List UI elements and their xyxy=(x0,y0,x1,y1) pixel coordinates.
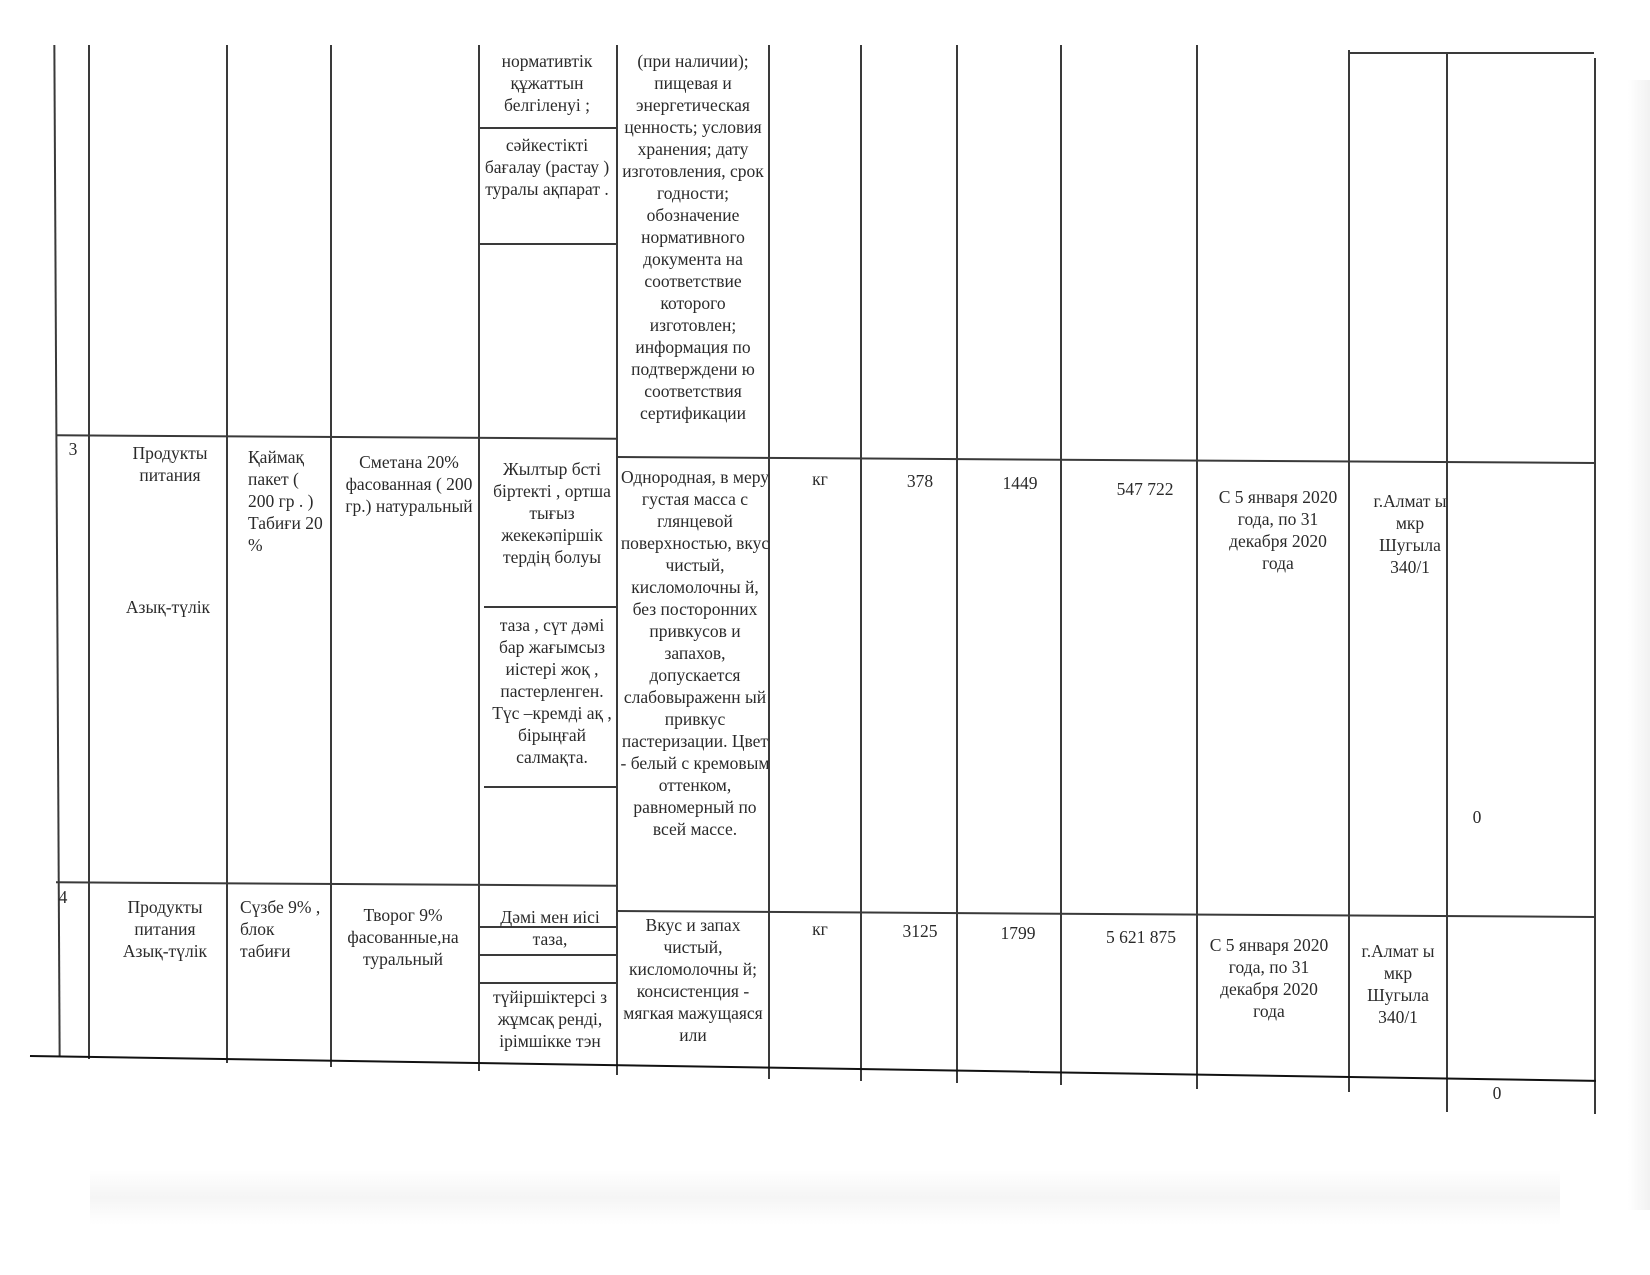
product-name-ru: Сметана 20% фасованная ( 200 гр.) натуральный xyxy=(345,452,473,516)
scan-shadow xyxy=(90,1170,1560,1225)
delivery-period: С 5 января 2020 года, по 31 декабря 2020 года xyxy=(1218,487,1338,573)
sum-cell: 5 621 875 xyxy=(1106,927,1176,947)
column-divider xyxy=(956,45,958,1083)
spec-ru-cell: Вкус и запах чистый, кисломолочны й; консистенция - мягкая мажущаяся или xyxy=(623,915,763,1045)
subcell-divider xyxy=(484,786,616,788)
spec-kz-cell: нормативтік құжаттын белгіленуі ; xyxy=(501,51,593,115)
spec-kz-cell: сәйкестікті бағалау (растау ) туралы ақпарат . xyxy=(484,135,610,199)
spec-kz-cell: таза , сүт дәмі бар жағымсыз иістері жоқ , пастерленген. Түс –кремді ақ , бірыңғай салмақта. xyxy=(492,615,612,767)
subcell-divider xyxy=(480,954,616,956)
row-number: 3 xyxy=(68,439,78,459)
column-divider xyxy=(478,45,480,1071)
subcell-divider xyxy=(478,243,616,245)
advance-cell: 0 xyxy=(1472,807,1482,827)
quantity-cell: 3125 xyxy=(902,921,938,941)
price-cell: 1799 xyxy=(1000,923,1036,943)
category-cell: Продукты питания Азық-түлік xyxy=(122,897,208,961)
spec-ru-cell: (при наличии); пищевая и энергетическая ценность; условия хранения; дату изготовления, срок годности; обозначение нормативного документа на соответствие которого изготовлен; информация по подтверждени ю соответствия сертификации xyxy=(622,51,764,423)
spec-kz-cell: түйіршіктерсі з жұмсақ рендi, ірімшікке тэн xyxy=(492,987,608,1051)
column-divider xyxy=(1446,52,1448,1112)
column-divider xyxy=(226,45,228,1063)
column-divider xyxy=(330,45,332,1067)
product-name-kz: Сүзбе 9% , блок табиғи xyxy=(240,897,321,961)
spec-kz-cell: Дәмі мен иісі таза, xyxy=(500,907,600,949)
delivery-place: г.Алмат ы мкр Шугыла 340/1 xyxy=(1373,491,1447,577)
delivery-place: г.Алмат ы мкр Шугыла 340/1 xyxy=(1361,941,1435,1027)
unit-cell: кг xyxy=(812,919,828,939)
row-divider xyxy=(56,881,616,886)
sum-cell: 547 722 xyxy=(1116,479,1174,499)
subcell-divider xyxy=(478,127,616,129)
column-divider xyxy=(1196,45,1198,1089)
quantity-cell: 378 xyxy=(906,471,934,491)
spec-kz-cell: Жылтыр бсті біртекті , ортша тығыз жекекәпіршік тердің болуы xyxy=(493,459,611,567)
spec-ru-cell: Однородная, в меру густая масса с глянцевой поверхностью, вкус чистый, кисломолочны й, без посторонних привкусов и запахов, допускается слабовыраженн ый привкус пастеризации. Цвет - белый с кремовым оттенком, равномерный по всей массе. xyxy=(620,467,770,839)
row-divider xyxy=(616,456,1596,463)
table-border-bottom xyxy=(30,1055,1030,1072)
subcell-divider xyxy=(480,982,616,984)
category-cell: Продукты питания xyxy=(132,443,208,485)
column-divider xyxy=(860,45,862,1081)
price-cell: 1449 xyxy=(1002,473,1038,493)
column-divider xyxy=(88,45,90,1059)
column-divider xyxy=(1060,45,1062,1085)
delivery-period: С 5 января 2020 года, по 31 декабря 2020 года xyxy=(1209,935,1329,1021)
category-kz-cell: Азық-түлік xyxy=(125,597,211,617)
row-divider xyxy=(1348,52,1594,54)
row-divider xyxy=(56,434,616,439)
column-divider xyxy=(616,45,618,1075)
advance-cell: 0 xyxy=(1492,1083,1502,1103)
table-border-right xyxy=(1594,58,1596,1114)
column-divider xyxy=(1348,50,1350,1092)
product-name-ru: Творог 9% фасованные,на туральный xyxy=(347,905,459,969)
row-number: 4 xyxy=(58,887,68,907)
product-name-kz: Қаймақ пакет ( 200 гр . ) Табиғи 20 % xyxy=(248,447,323,555)
unit-cell: кг xyxy=(812,469,828,489)
table-border-bottom xyxy=(1030,1071,1596,1081)
subcell-divider xyxy=(484,606,616,608)
scan-edge xyxy=(1628,80,1650,1210)
